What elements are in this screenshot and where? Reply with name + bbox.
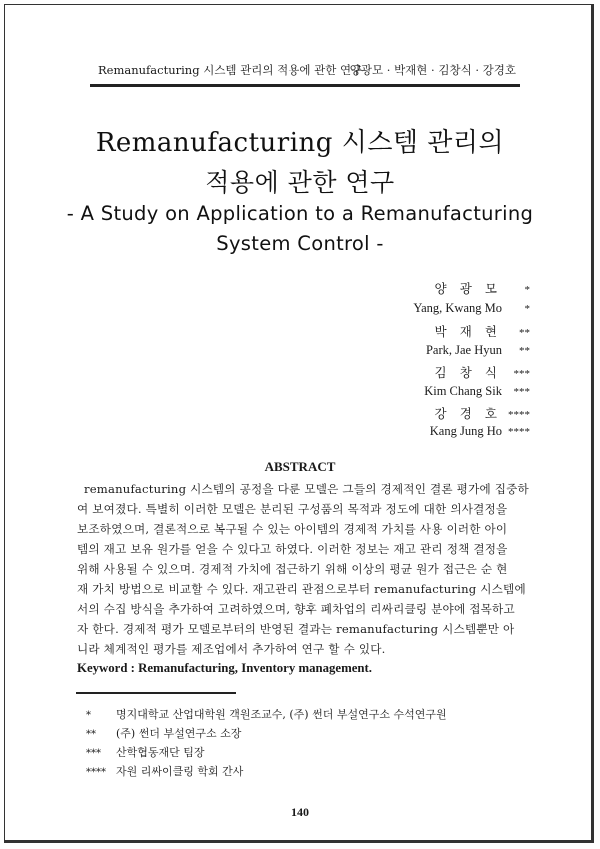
author-korean-3: 김 창 식 *** <box>434 366 530 380</box>
abstract-line: 여 보여졌다. 특별히 이러한 모델은 분리된 구성품의 목적과 정도에 대한 의사결정을 <box>77 502 508 516</box>
abstract-line: 보조하였으며, 결론적으로 복구될 수 있는 아이템의 경제적 가치를 사용 이러한 아이 <box>77 522 508 536</box>
title-english-line-1: - A Study on Application to a Remanufacturing <box>66 202 534 225</box>
running-header <box>90 60 520 80</box>
author-korean-4: 강 경 호 **** <box>434 407 530 421</box>
footnote: * 명지대학교 산업대학원 객원조교수, (주) 썬더 부설연구소 수석연구원 <box>86 708 447 721</box>
author-english-4: Kang Jung Ho **** <box>429 424 530 438</box>
title-english-line-2: System Control - <box>216 232 384 255</box>
author-english-3: Kim Chang Sik *** <box>424 384 530 398</box>
abstract-line: 자 한다. 경제적 평가 모델로부터의 반영된 결과는 remanufacturing 시스템뿐만 아 <box>77 622 515 636</box>
author-english-2: Park, Jae Hyun ** <box>425 343 530 357</box>
abstract-line: 위해 사용될 수 있으며. 경제적 가치에 접근하기 위해 이상의 평균 원가 접근은 순 현 <box>77 562 508 576</box>
abstract-heading: ABSTRACT <box>264 459 336 474</box>
header-rule-thin <box>90 86 520 87</box>
footnote: **** 자원 리싸이클링 학회 간사 <box>86 765 244 778</box>
author-korean-2: 박 재 현 ** <box>434 325 530 339</box>
abstract-line: remanufacturing 시스템의 공정을 다룬 모델은 그들의 경제적인 결론 평가에 집중하 <box>84 482 529 496</box>
abstract-line: 서의 수집 방식을 추가하여 고려하였으며, 향후 폐차업의 리싸리클링 분야에 접목하고 <box>77 602 515 616</box>
author-english-1: Yang, Kwang Mo * <box>413 301 530 315</box>
footnote: *** 산학협동재단 팀장 <box>86 746 205 759</box>
footnote-rule <box>76 692 236 694</box>
running-header-title: Remanufacturing 시스템 관리의 적용에 관한 연구 <box>98 63 363 77</box>
abstract-line: 재 가치 방법으로 비교할 수 있다. 재고관리 관점으로부터 remanufacturing 시스템에 <box>77 582 526 596</box>
abstract-line: 템의 재고 보유 원가를 얻을 수 있다고 하였다. 이러한 정보는 재고 관리 정책 결정을 <box>77 542 508 556</box>
abstract-line: 니라 체계적인 평가를 제조업에서 추가하여 연구 할 수 있다. <box>77 642 386 656</box>
title-korean-line-2: 적용에 관한 연구 <box>205 168 395 197</box>
title-korean-line-1: Remanufacturing 시스템 관리의 <box>95 128 505 158</box>
keyword-line: Keyword : Remanufacturing, Inventory management. <box>77 661 373 675</box>
footnote: ** (주) 썬더 부설연구소 소장 <box>86 727 242 740</box>
page-number: 140 <box>291 805 309 819</box>
author-korean-1: 양 광 모 * <box>434 282 530 296</box>
running-header-authors: 양광모 · 박재현 · 김창식 · 강경호 <box>349 63 516 77</box>
